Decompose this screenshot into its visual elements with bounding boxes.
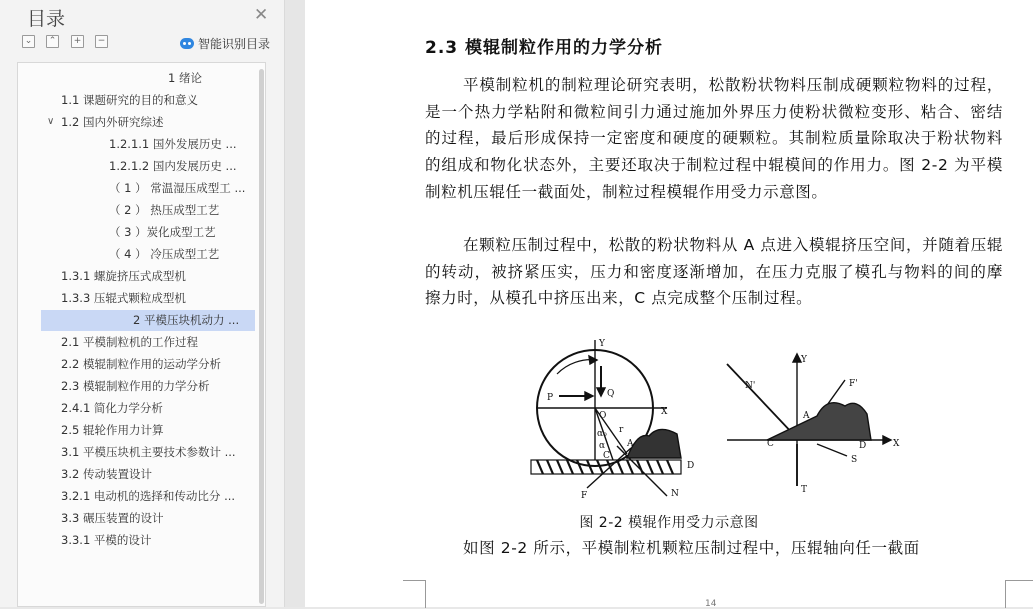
- toc-item[interactable]: 1.1 课题研究的目的和意义: [61, 93, 198, 107]
- toc-list: [17, 62, 266, 607]
- figure-label: Y: [599, 339, 605, 349]
- figure-label: F: [581, 491, 588, 501]
- toc-item[interactable]: 2.1 平模制粒机的工作过程: [61, 335, 198, 349]
- toc-item[interactable]: 3.3.1 平模的设计: [61, 533, 152, 547]
- force-diagram-figure: [527, 336, 907, 506]
- figure-label: Q: [607, 389, 615, 399]
- figure-label: Y: [801, 355, 807, 365]
- toc-scrollbar[interactable]: [259, 69, 264, 604]
- paragraph: 平模制粒机的制粒理论研究表明，松散粉状物料压制成硬颗粒物料的过程，是一个热力学粘附和微粒间引力通过施加外界压力使粉状微粒变形、粘合、密结的过程，最后形成保持一定密度和硬度的硬颗粒。其制粒质量除取决于粉状物料的组成和物化状态外，主要还取决于制粒过程中辊模间的作用力。图 2-2 为平模制粒机压辊任一截面处，制粒过程模辊作用受力示意图。: [425, 76, 1003, 201]
- figure-label: D: [687, 461, 695, 471]
- figure-label: X: [893, 439, 900, 449]
- remove-item-icon[interactable]: −: [95, 35, 108, 48]
- page-corner-mark: [403, 580, 426, 608]
- collapse-all-icon[interactable]: ⌄: [22, 35, 35, 48]
- page-number: 14: [705, 599, 717, 609]
- paragraph: 如图 2-2 所示，平模制粒机颗粒压制过程中，压辊轴向任一截面: [463, 539, 920, 557]
- toc-item[interactable]: 1.2 国内外研究综述: [61, 115, 164, 129]
- toc-item[interactable]: 2.5 辊轮作用力计算: [61, 423, 164, 437]
- close-icon[interactable]: ✕: [254, 5, 269, 25]
- toc-item[interactable]: 1.2.1.2 国内发展历史 ...: [109, 159, 237, 173]
- toc-item[interactable]: （ 3 ）炭化成型工艺: [109, 225, 216, 239]
- figure-label: F': [849, 379, 858, 389]
- toc-sidebar: [0, 0, 285, 607]
- smart-toc-button[interactable]: [180, 35, 270, 52]
- figure-label: α: [599, 441, 606, 451]
- figure-label: S: [851, 455, 858, 465]
- toc-item[interactable]: 1 绪论: [168, 71, 202, 85]
- expand-all-icon[interactable]: ⌃: [46, 35, 59, 48]
- toc-item[interactable]: 3.1 平模压块机主要技术参数计 ...: [61, 445, 236, 459]
- toc-item[interactable]: 1.2.1.1 国外发展历史 ...: [109, 137, 237, 151]
- toc-item[interactable]: 1.3.3 压辊式颗粒成型机: [61, 291, 186, 305]
- figure-label: N': [745, 381, 756, 391]
- toc-item[interactable]: 2.3 模辊制粒作用的力学分析: [61, 379, 210, 393]
- figure-label: T: [801, 485, 808, 495]
- figure-label: r: [619, 425, 624, 435]
- toc-item[interactable]: （ 2 ） 热压成型工艺: [109, 203, 220, 217]
- figure-label: D: [859, 441, 867, 451]
- smart-toc-label: 智能识别目录: [198, 37, 271, 51]
- toc-item-selected[interactable]: 2 平模压块机动力 ...: [41, 310, 255, 331]
- toc-item[interactable]: 2.2 模辊制粒作用的运动学分析: [61, 357, 221, 371]
- document-page: [305, 0, 1033, 607]
- toc-item[interactable]: 1.3.1 螺旋挤压式成型机: [61, 269, 186, 283]
- toc-item[interactable]: （ 4 ） 冷压成型工艺: [109, 247, 220, 261]
- sidebar-title: 目录: [27, 8, 66, 30]
- figure-label: A: [803, 411, 810, 421]
- toc-item[interactable]: 3.2.1 电动机的选择和传动比分 ...: [61, 489, 236, 503]
- toc-item[interactable]: （ 1 ） 常温湿压成型工 ...: [109, 181, 246, 195]
- toc-item[interactable]: 3.2 传动装置设计: [61, 467, 152, 481]
- paragraph: 在颗粒压制过程中，松散的粉状物料从 A 点进入模辊挤压空间，并随着压辊的转动，被挤紧压实，压力和密度逐渐增加，在压力克服了模孔与物料的间的摩擦力时，从模孔中挤压出来，C 点完成整个压制过程。: [425, 236, 1003, 308]
- figure-label: O: [599, 411, 607, 421]
- page-corner-mark: [1005, 580, 1033, 608]
- toc-item[interactable]: 3.3 碾压装置的设计: [61, 511, 164, 525]
- figure-label: X: [661, 407, 668, 417]
- figure-label: C: [767, 439, 774, 449]
- figure-caption: 图 2-2 模辊作用受力示意图: [579, 515, 759, 531]
- figure-label: N: [671, 489, 679, 499]
- robot-icon: [180, 38, 194, 49]
- document-area: [285, 0, 1033, 607]
- section-heading: 2.3 模辊制粒作用的力学分析: [425, 38, 664, 58]
- add-item-icon[interactable]: +: [71, 35, 84, 48]
- toc-item[interactable]: 2.4.1 简化力学分析: [61, 401, 163, 415]
- figure-label: C: [603, 451, 610, 461]
- figure-label: α₀: [597, 429, 607, 439]
- figure-label: P: [547, 393, 554, 403]
- figure-label: A: [627, 439, 634, 449]
- chevron-down-icon[interactable]: ∨: [47, 116, 55, 127]
